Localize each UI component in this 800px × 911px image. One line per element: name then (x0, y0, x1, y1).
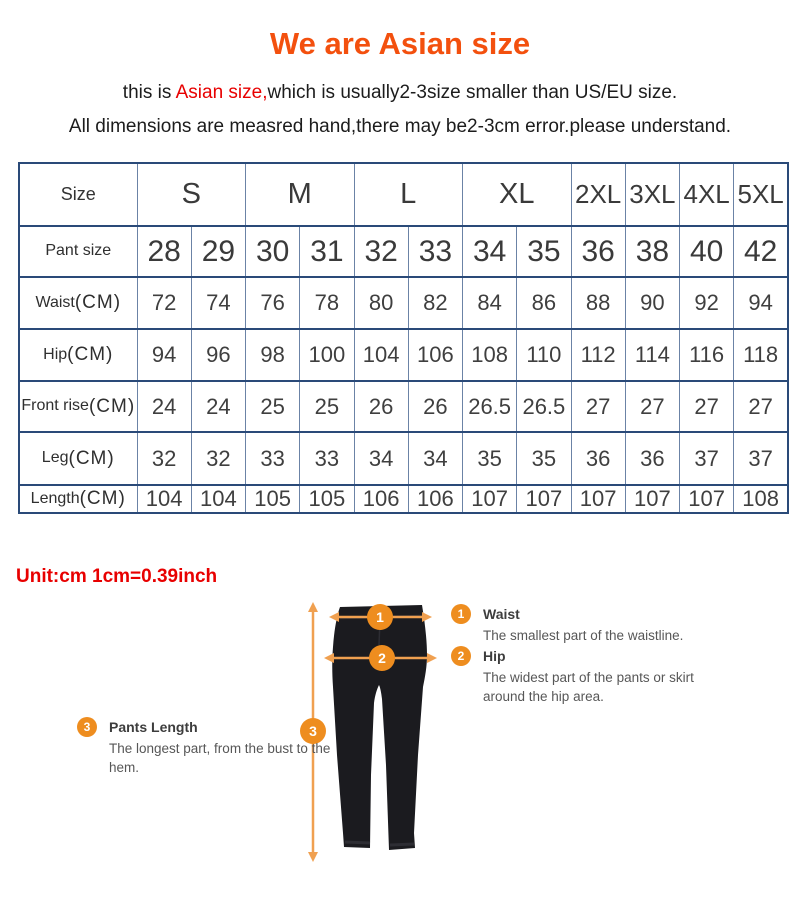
table-cell: 88 (571, 277, 625, 329)
table-cell: 29 (191, 226, 245, 277)
table-cell: 37 (680, 432, 734, 485)
table-cell: 74 (191, 277, 245, 329)
row-label-cell (19, 432, 137, 485)
table-cell: 107 (571, 485, 625, 513)
table-cell: 118 (734, 329, 788, 381)
table-cell: 100 (300, 329, 354, 381)
table-cell: 32 (191, 432, 245, 485)
table-cell: 26 (354, 381, 408, 432)
table-cell: 36 (571, 226, 625, 277)
hip-number-badge: 2 (451, 646, 471, 666)
row-label-text: Front rise (21, 397, 89, 415)
table-cell: 33 (246, 432, 300, 485)
size-group-S: S (137, 163, 246, 226)
table-cell: 26 (408, 381, 462, 432)
table-cell: 104 (191, 485, 245, 513)
table-cell: 26.5 (463, 381, 517, 432)
table-row (19, 381, 788, 432)
row-label-cell (19, 381, 137, 432)
table-cell: 35 (517, 432, 571, 485)
waist-number-badge: 1 (451, 604, 471, 624)
table-cell: 33 (300, 432, 354, 485)
table-cell: 36 (571, 432, 625, 485)
hip-badge-number: 2 (378, 650, 386, 666)
arrowhead-down-icon (308, 852, 318, 862)
table-cell: 78 (300, 277, 354, 329)
waist-guide-desc: The smallest part of the waistline. (483, 628, 684, 643)
table-row (19, 329, 788, 381)
table-cell: 27 (625, 381, 679, 432)
size-group-2XL: 2XL (571, 163, 625, 226)
table-cell: 34 (408, 432, 462, 485)
size-table (18, 162, 789, 514)
table-cell: 98 (246, 329, 300, 381)
hip-guide-text (483, 646, 701, 706)
table-cell: 24 (191, 381, 245, 432)
page-title: We are Asian size (269, 26, 531, 61)
table-cell: 76 (246, 277, 300, 329)
table-cell: 94 (137, 329, 191, 381)
size-group-3XL: 3XL (625, 163, 679, 226)
subtitle-suffix: which is usually2-3size smaller than US/EU size. (267, 82, 678, 103)
table-cell: 34 (463, 226, 517, 277)
row-label-cell (19, 329, 137, 381)
table-cell: 25 (246, 381, 300, 432)
table-cell: 94 (734, 277, 788, 329)
row-unit-text: (CM) (67, 344, 114, 365)
table-cell: 40 (680, 226, 734, 277)
pants-length-guide-desc: The longest part, from the bust to the hem. (109, 741, 331, 775)
table-cell: 106 (354, 485, 408, 513)
table-cell: 110 (517, 329, 571, 381)
unit-note: Unit:cm 1cm=0.39inch (16, 566, 218, 587)
table-row (19, 277, 788, 329)
row-label-text: Hip (43, 345, 68, 363)
table-cell: 42 (734, 226, 788, 277)
guide-item-hip (451, 646, 701, 706)
table-cell: 107 (680, 485, 734, 513)
table-cell: 31 (300, 226, 354, 277)
row-unit-text: (CM) (68, 447, 115, 469)
table-cell: 82 (408, 277, 462, 329)
table-cell: 92 (680, 277, 734, 329)
table-cell: 108 (463, 329, 517, 381)
table-cell: 106 (408, 485, 462, 513)
table-cell: 34 (354, 432, 408, 485)
table-cell: 105 (246, 485, 300, 513)
table-cell: 24 (137, 381, 191, 432)
table-cell: 26.5 (517, 381, 571, 432)
guide-item-pants-length (77, 717, 339, 777)
pants-length-guide-label: Pants Length (109, 719, 198, 735)
row-label-text: Leg (41, 449, 69, 467)
table-cell: 28 (137, 226, 191, 277)
row-label-cell (19, 277, 137, 329)
table-cell: 108 (734, 485, 788, 513)
row-unit-text: (CM) (88, 395, 136, 417)
table-cell: 36 (625, 432, 679, 485)
table-cell: 38 (625, 226, 679, 277)
table-cell: 72 (137, 277, 191, 329)
table-row (19, 432, 788, 485)
row-label-text: Waist (35, 293, 75, 311)
table-cell: 104 (137, 485, 191, 513)
table-cell: 116 (680, 329, 734, 381)
table-cell: 35 (463, 432, 517, 485)
table-cell: 32 (354, 226, 408, 277)
table-cell: 80 (354, 277, 408, 329)
table-cell: 104 (354, 329, 408, 381)
table-cell: 33 (408, 226, 462, 277)
table-cell: 37 (734, 432, 788, 485)
size-header-row (19, 163, 788, 226)
hip-guide-desc: The widest part of the pants or skirt around the hip area. (483, 670, 694, 704)
subtitle-line2: All dimensions are measred hand,there may be2-3cm error.please understand. (68, 116, 732, 137)
table-cell: 90 (625, 277, 679, 329)
table-row (19, 226, 788, 277)
pants-length-guide-text (109, 717, 339, 777)
table-cell: 27 (734, 381, 788, 432)
table-cell: 105 (300, 485, 354, 513)
table-cell: 114 (625, 329, 679, 381)
row-label-cell (19, 485, 137, 513)
length-badge-number: 3 (309, 723, 317, 739)
arrowhead-up-icon (308, 602, 318, 612)
row-unit-text: (CM) (79, 488, 126, 509)
table-cell: 27 (680, 381, 734, 432)
size-group-XL: XL (463, 163, 572, 226)
waist-badge-number: 1 (376, 609, 384, 625)
table-cell: 27 (571, 381, 625, 432)
table-cell: 35 (517, 226, 571, 277)
table-cell: 32 (137, 432, 191, 485)
size-corner-cell: Size (19, 163, 137, 226)
size-group-5XL: 5XL (734, 163, 788, 226)
table-cell: 107 (463, 485, 517, 513)
table-cell: 30 (246, 226, 300, 277)
row-unit-text: (CM) (74, 292, 122, 313)
table-cell: 96 (191, 329, 245, 381)
row-label-text: Pant size (45, 241, 112, 259)
waist-guide-text (483, 604, 733, 646)
table-cell: 112 (571, 329, 625, 381)
pants-length-number-badge: 3 (77, 717, 97, 737)
subtitle-highlight: Asian size, (175, 82, 268, 103)
table-cell: 107 (625, 485, 679, 513)
row-label-text: Length (30, 489, 80, 507)
pants-image (332, 605, 427, 850)
row-label-cell (19, 226, 137, 277)
hip-guide-label: Hip (483, 648, 506, 664)
table-cell: 84 (463, 277, 517, 329)
size-group-L: L (354, 163, 463, 226)
table-row (19, 485, 788, 513)
table-cell: 106 (408, 329, 462, 381)
table-cell: 25 (300, 381, 354, 432)
guide-item-waist (451, 604, 733, 646)
table-cell: 86 (517, 277, 571, 329)
size-group-M: M (246, 163, 355, 226)
table-cell: 107 (517, 485, 571, 513)
subtitle-line1 (0, 82, 800, 104)
waist-guide-label: Waist (483, 606, 520, 622)
subtitle-prefix: this is (122, 82, 176, 103)
size-group-4XL: 4XL (680, 163, 734, 226)
